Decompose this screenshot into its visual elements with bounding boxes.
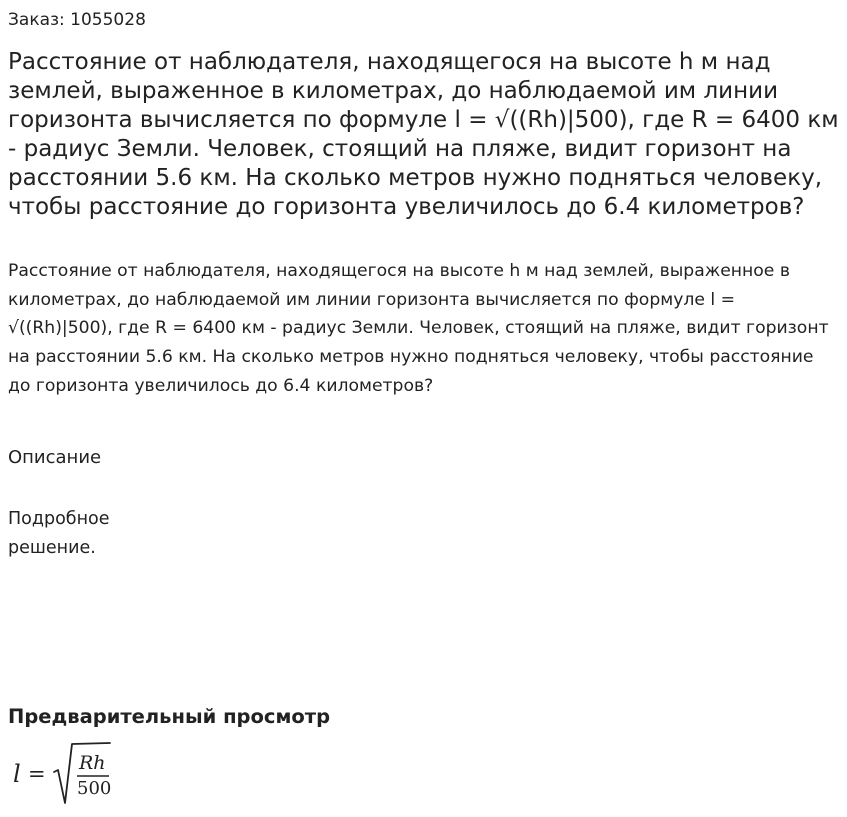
formula-equals: = — [28, 762, 46, 786]
formula-lhs: l — [13, 760, 21, 788]
preview-heading: Предварительный просмотр — [8, 705, 331, 728]
solution-description: Подробное решение. — [8, 509, 110, 558]
formula-preview — [10, 736, 120, 810]
formula-denominator: 500 — [77, 778, 112, 799]
question-text: Расстояние от наблюдателя, находящегося на высоте h м над землей, выраженное в километрах, до наблюдаемой им линии горизонта вычисляется по формуле l = √((Rh)|500), где R = 6400 км - радиус Земли. Человек, стоящий на пляже, видит горизонт на расстоянии 5.6 км. На сколько метров нужно подняться человеку, чтобы расстояние до горизонта увеличилось до 6.4 километров? — [8, 261, 829, 396]
formula-numerator: Rh — [79, 752, 106, 774]
description-label: Описание — [8, 447, 102, 468]
order-number: Заказ: 1055028 — [8, 10, 146, 30]
question-title: Расстояние от наблюдателя, находящегося на высоте h м над землей, выраженное в километрах, до наблюдаемой им линии горизонта вычисляется по формуле l = √((Rh)|500), где R = 6400 км - радиус Земли. Человек, стоящий на пляже, видит горизонт на расстоянии 5.6 км. На сколько метров нужно подняться человеку, чтобы расстояние до горизонта увеличилось до 6.4 километров? — [8, 49, 839, 220]
formula-svg — [10, 736, 120, 810]
